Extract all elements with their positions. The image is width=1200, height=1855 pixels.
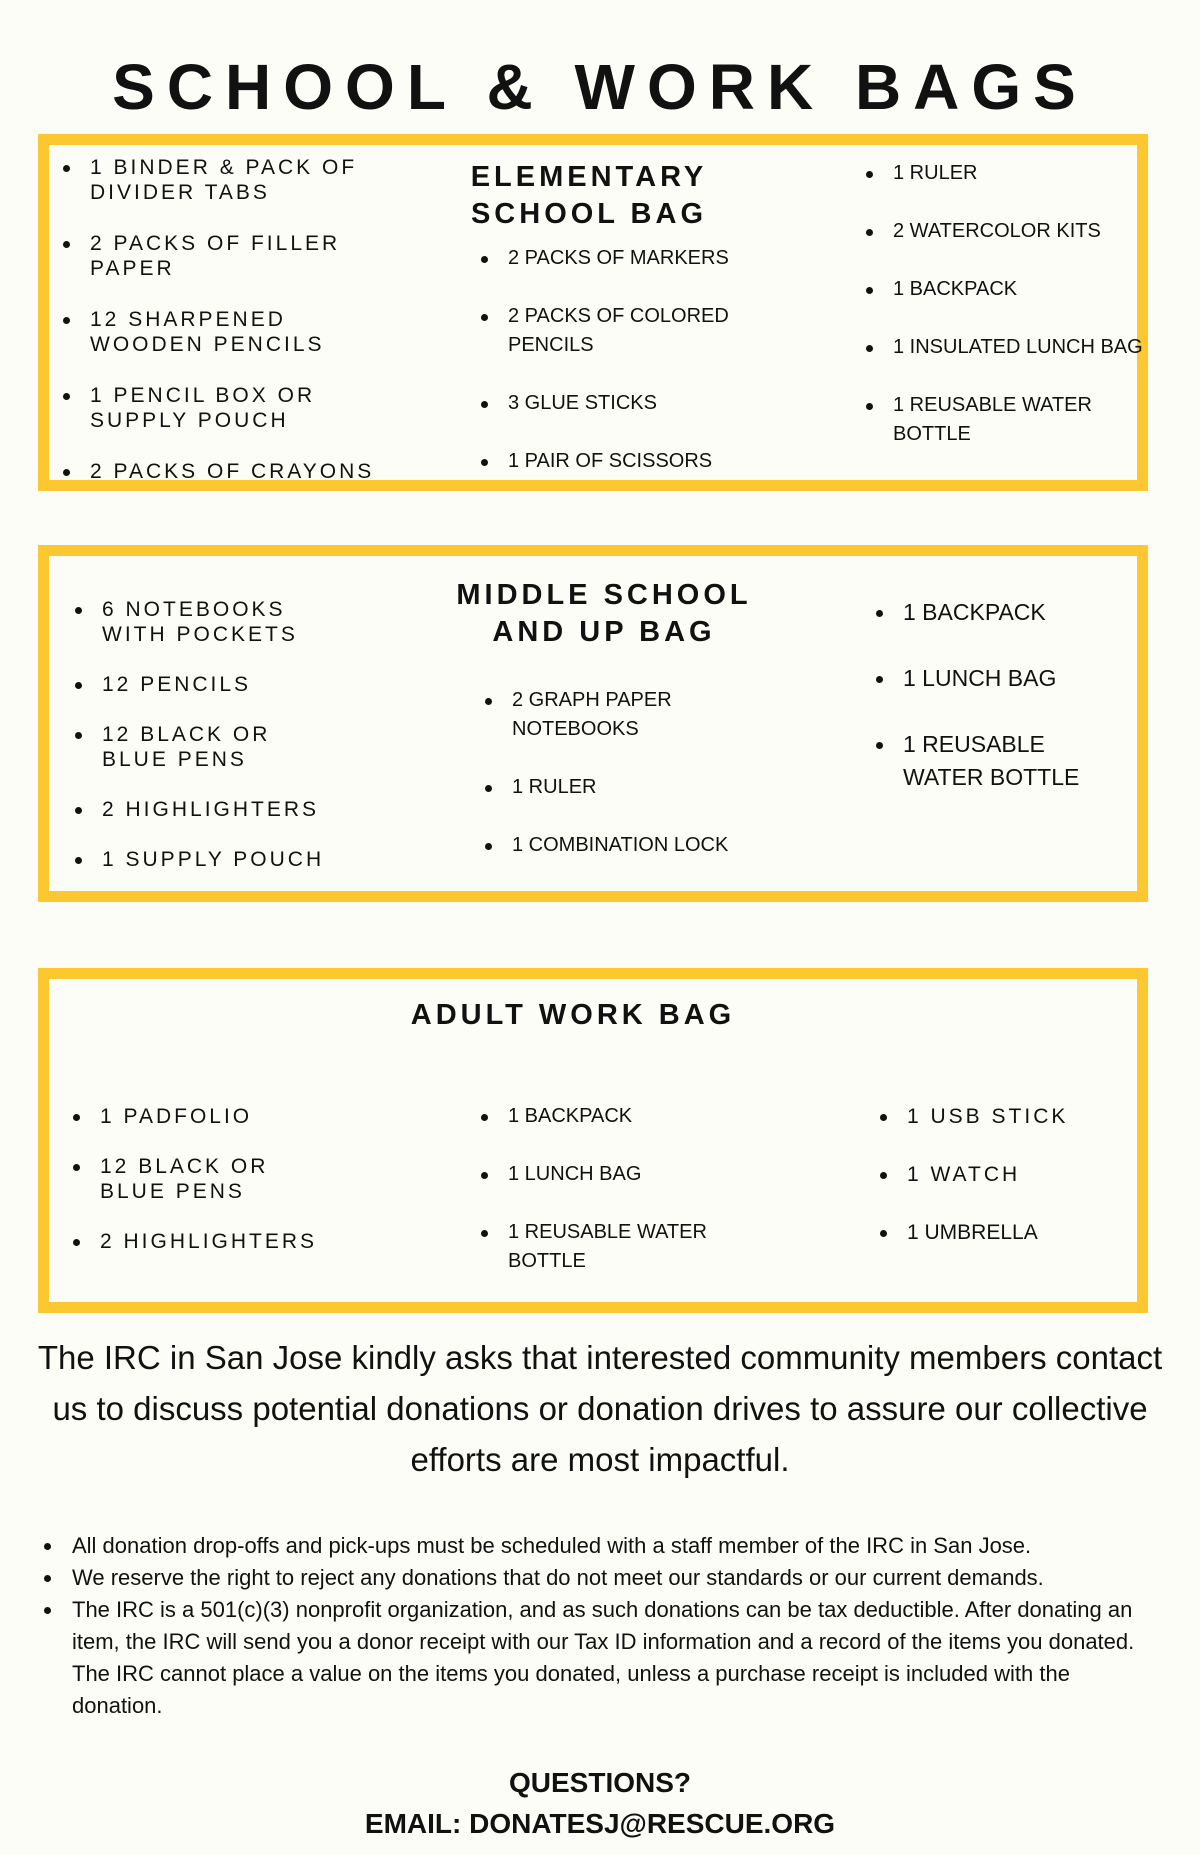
list-item: 3 GLUE STICKS bbox=[479, 389, 749, 418]
list-item: 1 PENCIL BOX OR SUPPLY POUCH bbox=[61, 383, 391, 433]
elementary-heading-line2: SCHOOL BAG bbox=[470, 198, 708, 230]
list-item: 2 PACKS OF CRAYONS bbox=[61, 459, 391, 484]
middle-school-bag-box bbox=[38, 545, 1148, 902]
list-item: We reserve the right to reject any donations that do not meet our standards or our current demands. bbox=[42, 1562, 1162, 1594]
list-item: 1 INSULATED LUNCH BAG bbox=[864, 333, 1154, 362]
adult-right-list bbox=[878, 1104, 1138, 1245]
donation-notes bbox=[42, 1530, 1162, 1722]
list-item: 12 PENCILS bbox=[73, 672, 343, 697]
elementary-right-list bbox=[864, 159, 1154, 449]
list-item: 2 GRAPH PAPER NOTEBOOKS bbox=[483, 686, 733, 744]
list-item: 1 LUNCH BAG bbox=[874, 662, 1104, 695]
adult-middle-list bbox=[479, 1102, 749, 1276]
page-title: SCHOOL & WORK BAGS bbox=[112, 51, 1088, 123]
list-item: 1 COMBINATION LOCK bbox=[483, 831, 733, 860]
list-item: 1 USB STICK bbox=[878, 1104, 1138, 1129]
list-item: 1 BACKPACK bbox=[864, 275, 1154, 304]
elementary-bag-box bbox=[38, 134, 1148, 491]
list-item: The IRC is a 501(c)(3) nonprofit organization, and as such donations can be tax deductible. After donating an item, the IRC will send you a donor receipt with our Tax ID information and a record of the items you donated. The IRC cannot place a value on the items you donated, unless a purchase receipt is included with the donation. bbox=[42, 1594, 1162, 1722]
middle-heading-line2: AND UP BAG bbox=[492, 616, 716, 648]
intro-text: The IRC in San Jose kindly asks that interested community members contact us to discuss potential donations or donation drives to assure our collective efforts are most impactful. bbox=[37, 1339, 1163, 1478]
adult-work-bag-box bbox=[38, 968, 1148, 1313]
list-item: 12 BLACK OR BLUE PENS bbox=[73, 722, 343, 772]
list-item: All donation drop-offs and pick-ups must be scheduled with a staff member of the IRC in San Jose. bbox=[42, 1530, 1162, 1562]
list-item: 1 SUPPLY POUCH bbox=[73, 847, 343, 872]
list-item: 1 RULER bbox=[483, 773, 733, 802]
list-item: 2 PACKS OF FILLER PAPER bbox=[61, 231, 391, 281]
list-item: 2 WATERCOLOR KITS bbox=[864, 217, 1154, 246]
middle-middle-list bbox=[483, 686, 733, 860]
list-item: 1 REUSABLE WATER BOTTLE bbox=[479, 1218, 728, 1276]
list-item: 2 HIGHLIGHTERS bbox=[71, 1229, 331, 1254]
middle-heading-line1: MIDDLE SCHOOL bbox=[456, 579, 752, 611]
elementary-left-list bbox=[61, 155, 391, 484]
list-item: 1 PADFOLIO bbox=[71, 1104, 331, 1129]
elementary-heading bbox=[439, 159, 739, 233]
questions-heading: QUESTIONS? bbox=[508, 1767, 691, 1798]
adult-left-list bbox=[71, 1104, 331, 1254]
list-item: 1 REUSABLE WATER BOTTLE bbox=[864, 391, 1123, 449]
middle-heading bbox=[439, 577, 769, 651]
contact-email[interactable]: EMAIL: DONATESJ@RESCUE.ORG bbox=[364, 1808, 836, 1839]
adult-heading-text: ADULT WORK BAG bbox=[410, 999, 736, 1031]
elementary-heading-line1: ELEMENTARY bbox=[470, 161, 708, 193]
middle-right-list bbox=[874, 596, 1104, 794]
list-item: 2 PACKS OF MARKERS bbox=[479, 244, 749, 273]
list-item: 1 WATCH bbox=[878, 1162, 1138, 1187]
adult-heading bbox=[49, 997, 1137, 1034]
list-item: 1 LUNCH BAG bbox=[479, 1160, 749, 1189]
middle-left-list bbox=[73, 597, 343, 872]
list-item: 1 PAIR OF SCISSORS bbox=[479, 447, 749, 476]
elementary-middle-list bbox=[479, 244, 749, 476]
list-item: 1 BACKPACK bbox=[479, 1102, 749, 1131]
list-item: 2 PACKS OF COLORED PENCILS bbox=[479, 302, 749, 360]
list-item: 1 UMBRELLA bbox=[878, 1220, 1138, 1245]
list-item: 1 REUSABLE WATER BOTTLE bbox=[874, 728, 1104, 794]
list-item: 1 BACKPACK bbox=[874, 596, 1104, 629]
list-item: 12 SHARPENED WOODEN PENCILS bbox=[61, 307, 391, 357]
list-item: 1 BINDER & PACK OF DIVIDER TABS bbox=[61, 155, 391, 205]
list-item: 1 RULER bbox=[864, 159, 1154, 188]
list-item: 2 HIGHLIGHTERS bbox=[73, 797, 343, 822]
list-item: 6 NOTEBOOKS WITH POCKETS bbox=[73, 597, 343, 647]
list-item: 12 BLACK OR BLUE PENS bbox=[71, 1154, 331, 1204]
